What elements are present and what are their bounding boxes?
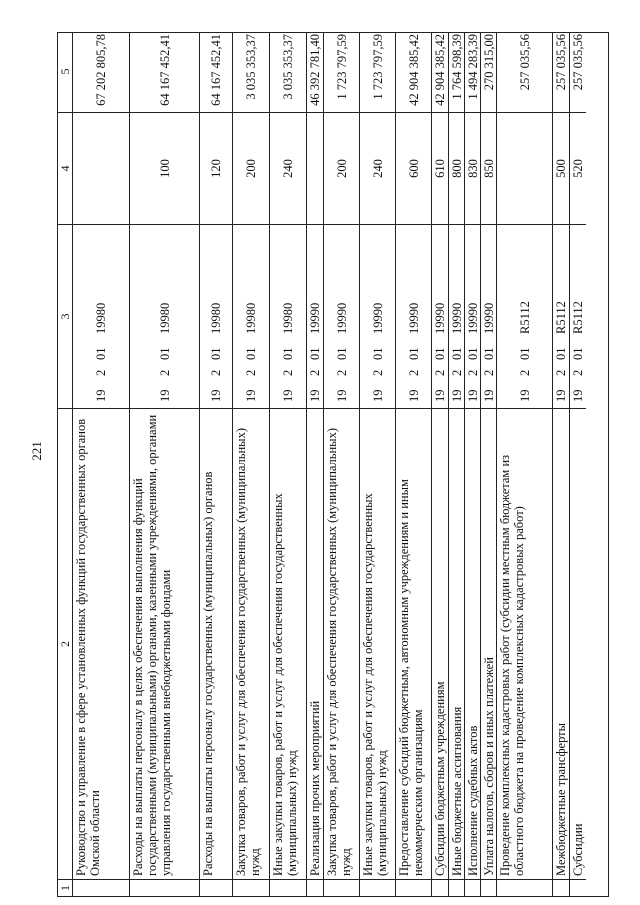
header-cell: 2 [58, 409, 72, 880]
code-main-event: 01 [517, 347, 532, 360]
table-row [199, 33, 232, 896]
classification-code [570, 225, 586, 409]
amount: 270 315,00 [481, 31, 496, 113]
code-direction: 19990 [481, 302, 496, 334]
expense-type: 200 [233, 113, 269, 225]
code-subprogram: 2 [281, 369, 295, 376]
code-program: 19 [433, 389, 447, 402]
expense-type: 830 [465, 113, 480, 225]
code-subprogram: 2 [244, 369, 258, 376]
code-program: 19 [94, 389, 108, 402]
classification-code [360, 225, 395, 409]
code-main-event: 01 [157, 347, 172, 360]
code-direction: 19990 [433, 302, 447, 334]
item-name: Субсидии бюджетным учреждениям [432, 409, 448, 880]
code-subprogram: 2 [334, 369, 349, 376]
item-name: Предоставление субсидий бюджетным, автономным учреждениям и иным некоммерческим организациям [396, 409, 431, 880]
row-number-cell [497, 880, 552, 896]
table-row [306, 33, 323, 896]
table-row [232, 33, 269, 896]
code-main-event: 01 [370, 347, 385, 360]
code-program: 19 [244, 389, 258, 402]
amount: 3 035 353,37 [270, 31, 306, 113]
page-number: 221 [28, 441, 44, 461]
item-name: Расходы на выплаты персоналу государственных (муниципальных) органов [200, 409, 232, 880]
row-number-cell [270, 880, 306, 896]
code-subprogram: 2 [209, 369, 223, 376]
code-direction: 19980 [94, 302, 108, 334]
row-number-cell [200, 880, 232, 896]
table-row [496, 33, 552, 896]
expense-type: 600 [396, 113, 431, 225]
header-cell: 5 [58, 31, 72, 113]
item-name: Закупка товаров, работ и услуг для обеспечения государственных (муниципальных) нужд [324, 409, 359, 880]
code-main-event: 01 [571, 347, 585, 360]
row-number-cell [130, 880, 199, 896]
header-cell: 4 [58, 113, 72, 225]
table-row [552, 33, 569, 896]
expense-type [497, 113, 552, 225]
classification-code [307, 225, 323, 409]
row-number-cell [465, 880, 480, 896]
row-number-cell [481, 880, 496, 896]
item-name: Руководство и управление в сфере установленных функций государственных органов Омской области [73, 409, 129, 880]
code-subprogram: 2 [481, 369, 496, 376]
expense-type: 240 [270, 113, 306, 225]
table-header-row [58, 33, 72, 896]
expense-type: 610 [432, 113, 448, 225]
amount: 42 904 385,42 [432, 31, 448, 113]
row-number-cell [449, 880, 464, 896]
code-subprogram: 2 [308, 369, 322, 376]
expense-type: 850 [481, 113, 496, 225]
code-main-event: 01 [334, 347, 349, 360]
code-program: 19 [209, 389, 223, 402]
code-subprogram: 2 [433, 369, 447, 376]
expense-type: 500 [553, 113, 569, 225]
code-subprogram: 2 [370, 369, 385, 376]
amount: 1 494 283,39 [465, 31, 480, 113]
item-name: Иные бюджетные ассигнования [449, 409, 464, 880]
amount: 257 035,56 [553, 31, 569, 113]
code-program: 19 [157, 389, 172, 402]
code-main-event: 01 [94, 347, 108, 360]
classification-code [130, 225, 199, 409]
rotated-page [57, 32, 609, 897]
code-program: 19 [554, 389, 568, 402]
row-number-cell [324, 880, 359, 896]
amount: 1 723 797,59 [324, 31, 359, 113]
code-direction: 19990 [465, 302, 480, 334]
code-main-event: 01 [244, 347, 258, 360]
code-main-event: 01 [554, 347, 568, 360]
code-program: 19 [571, 389, 585, 402]
amount: 42 904 385,42 [396, 31, 431, 113]
code-direction: 19980 [244, 302, 258, 334]
code-direction: 19990 [406, 302, 421, 334]
code-direction: R5112 [554, 301, 568, 334]
code-program: 19 [481, 389, 496, 402]
code-subprogram: 2 [554, 369, 568, 376]
code-subprogram: 2 [406, 369, 421, 376]
classification-code [449, 225, 464, 409]
code-direction: R5112 [571, 301, 585, 334]
code-direction: 19980 [209, 302, 223, 334]
row-number-cell [432, 880, 448, 896]
table-row [129, 33, 199, 896]
amount: 257 035,56 [497, 31, 552, 113]
code-program: 19 [449, 389, 464, 402]
item-name: Реализация прочих мероприятий [307, 409, 323, 880]
code-main-event: 01 [406, 347, 421, 360]
table-row [448, 33, 464, 896]
item-name: Уплата налогов, сборов и иных платежей [481, 409, 496, 880]
header-cell: 3 [58, 225, 72, 409]
amount: 1 764 598,39 [449, 31, 464, 113]
expense-type: 520 [570, 113, 586, 225]
code-direction: 19990 [370, 302, 385, 334]
code-main-event: 01 [433, 347, 447, 360]
table-row [269, 33, 306, 896]
code-program: 19 [308, 389, 322, 402]
amount: 46 392 781,40 [307, 31, 323, 113]
code-direction: 19990 [334, 302, 349, 334]
item-name: Иные закупки товаров, работ и услуг для обеспечения государственных (муниципальных) нужд [360, 409, 395, 880]
table-row [323, 33, 359, 896]
code-main-event: 01 [308, 347, 322, 360]
amount: 1 723 797,59 [360, 31, 395, 113]
classification-code [465, 225, 480, 409]
code-main-event: 01 [281, 347, 295, 360]
code-main-event: 01 [481, 347, 496, 360]
table-row [569, 33, 586, 896]
code-subprogram: 2 [449, 369, 464, 376]
row-number-cell [570, 880, 586, 896]
code-subprogram: 2 [94, 369, 108, 376]
item-name: Проведение комплексных кадастровых работ (субсидии местным бюджетам из областного бюджета на проведение комплексных кадастровых работ) [497, 409, 552, 880]
row-number-cell [233, 880, 269, 896]
amount: 67 202 805,78 [73, 31, 129, 113]
amount: 257 035,56 [570, 31, 586, 113]
classification-code [233, 225, 269, 409]
code-direction: 19980 [281, 302, 295, 334]
table-row [480, 33, 496, 896]
budget-table [57, 32, 609, 897]
expense-type: 200 [324, 113, 359, 225]
code-main-event: 01 [449, 347, 464, 360]
code-direction: 19980 [157, 302, 172, 334]
classification-code [481, 225, 496, 409]
table-row [72, 33, 129, 896]
expense-type: 800 [449, 113, 464, 225]
table-row [359, 33, 395, 896]
code-direction: 19990 [449, 302, 464, 334]
expense-type [307, 113, 323, 225]
amount: 3 035 353,37 [233, 31, 269, 113]
classification-code [324, 225, 359, 409]
code-direction: R5112 [517, 301, 532, 334]
row-number-cell [396, 880, 431, 896]
item-name: Закупка товаров, работ и услуг для обеспечения государственных (муниципальных) нужд [233, 409, 269, 880]
expense-type: 100 [130, 113, 199, 225]
classification-code [200, 225, 232, 409]
row-number-cell [360, 880, 395, 896]
code-program: 19 [465, 389, 480, 402]
expense-type: 120 [200, 113, 232, 225]
item-name: Расходы на выплаты персоналу в целях обеспечения выполнения функций государственными (муниципальными) органами, казенными учреждениями, органами управления государственными внебюджетными фондами [130, 409, 199, 880]
code-main-event: 01 [465, 347, 480, 360]
expense-type [73, 113, 129, 225]
classification-code [553, 225, 569, 409]
row-number-cell [553, 880, 569, 896]
code-program: 19 [334, 389, 349, 402]
table-row [395, 33, 431, 896]
code-subprogram: 2 [157, 369, 172, 376]
code-subprogram: 2 [571, 369, 585, 376]
code-main-event: 01 [209, 347, 223, 360]
table-row [464, 33, 480, 896]
item-name: Исполнение судебных актов [465, 409, 480, 880]
table-row [431, 33, 448, 896]
item-name: Субсидии [570, 409, 586, 880]
header-cell: 1 [58, 885, 72, 891]
item-name: Иные закупки товаров, работ и услуг для обеспечения государственных (муниципальных) нужд [270, 409, 306, 880]
amount: 64 167 452,41 [130, 31, 199, 113]
code-program: 19 [370, 389, 385, 402]
code-subprogram: 2 [517, 369, 532, 376]
code-direction: 19990 [308, 302, 322, 334]
code-program: 19 [281, 389, 295, 402]
row-number-cell [307, 880, 323, 896]
amount: 64 167 452,41 [200, 31, 232, 113]
expense-type: 240 [360, 113, 395, 225]
classification-code [497, 225, 552, 409]
classification-code [432, 225, 448, 409]
code-program: 19 [517, 389, 532, 402]
code-subprogram: 2 [465, 369, 480, 376]
code-program: 19 [406, 389, 421, 402]
classification-code [73, 225, 129, 409]
row-number-cell [73, 880, 129, 896]
classification-code [396, 225, 431, 409]
classification-code [270, 225, 306, 409]
item-name: Межбюджетные трансферты [553, 409, 569, 880]
